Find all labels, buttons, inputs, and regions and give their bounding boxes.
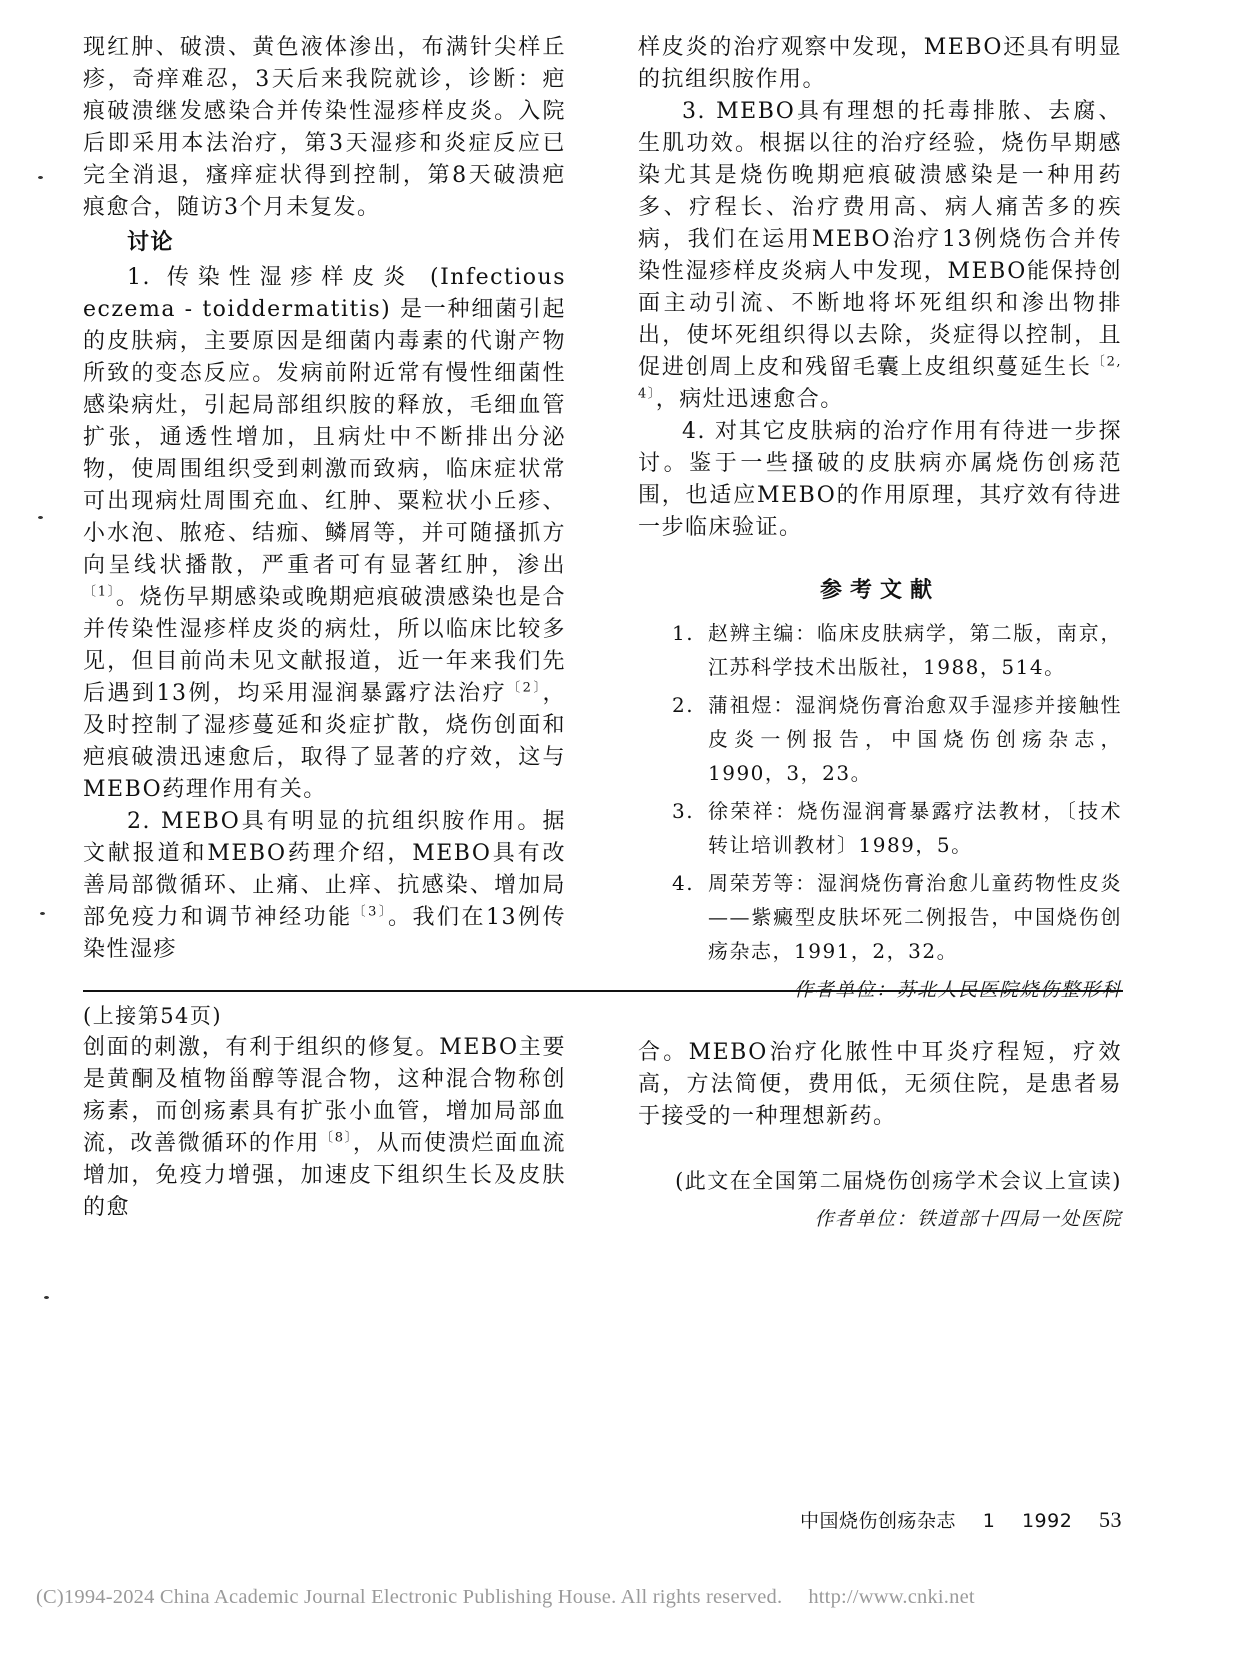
scan-speck [40,912,45,915]
journal-name: 中国烧伤创疡杂志 [800,1510,957,1532]
copyright-line [36,1586,975,1609]
reference-text: 周荣芳等：湿润烧伤膏治愈儿童药物性皮炎——紫癜型皮肤坏死二例报告，中国烧伤创疡杂志，1991，2，32。 [708,871,1122,963]
left-column [83,32,566,966]
right-column [638,32,1122,1006]
continued-from-note: (上接第54页) [83,1004,223,1028]
discussion-point-4: 4. 对其它皮肤病的治疗作用有待进一步探讨。鉴于一些搔破的皮肤病亦属烧伤创疡范围，也适应MEBO的作用原理，其疗效有待进一步临床验证。 [638,419,1122,540]
page-number: 53 [1098,1507,1122,1532]
reference-item [638,616,1122,684]
reference-item [638,866,1122,968]
reference-item [638,794,1122,862]
author-affiliation: 作者单位：苏北人民医院烧伤整形科 [793,979,1122,1001]
citation-2: 〔2〕 [507,680,543,696]
reference-number: 4. [672,871,695,895]
copyright-url: http://www.cnki.net [808,1586,975,1608]
reference-text: 蒲祖煜：湿润烧伤膏治愈双手湿疹并接触性皮炎一例报告，中国烧伤创疡杂志，1990，3，23。 [708,693,1122,785]
point-1-text-a: 1. 传染性湿疹样皮炎 (Infectious eczema - toiddermatitis) 是一种细菌引起的皮肤病，主要原因是细菌内毒素的代谢产物所致的变态反应。发病前附近常有慢性细菌性感染病灶，引起局部组织胺的释放，毛细血管扩张，通透性增加，且病灶中不断排出分泌物，使周围组织受到刺激而致病，临床症状常可出现病灶周围充血、红肿、粟粒状小丘疹、小水泡、脓疮、结痂、鳞屑等，并可随搔抓方向呈线状播散，严重者可有显著红肿，渗出 [83,265,566,578]
continued-article-left [83,1000,566,1224]
reference-number: 3. [672,799,695,823]
point-3-text-b: ，病灶迅速愈合。 [655,387,844,412]
discussion-point-1 [83,262,566,806]
scan-speck [44,1296,49,1299]
point-1-text-c: ，及时控制了湿疹蔓延和炎症扩散，烧伤创面和疤痕破溃迅速愈后，取得了显著的疗效，这与MEBO药理作用有关。 [83,681,566,802]
issue-number: 1 [982,1510,996,1532]
continued-paragraph [83,1032,566,1224]
reference-item [638,688,1122,790]
intro-paragraph: 现红肿、破溃、黄色液体渗出，布满针尖样丘疹，奇痒难忍，3天后来我院就诊，诊断：疤痕破溃继发感染合并传染性湿疹样皮炎。入院后即采用本法治疗，第3天湿疹和炎症反应已完全消退，瘙痒症状得到控制，第8天破溃疤痕愈合，随访3个月未复发。 [83,35,566,220]
citation-8: 〔8〕 [320,1130,353,1146]
continued-text-a: 创面的刺激，有利于组织的修复。MEBO主要是黄酮及植物甾醇等混合物，这种混合物称创疡素，而创疡素具有扩张小血管，增加局部血流，改善微循环的作用 [83,1035,566,1156]
author-affiliation-2: 作者单位：铁道部十四局一处医院 [814,1208,1122,1230]
references-title: 参考文献 [819,577,940,603]
point-2-continuation: 样皮炎的治疗观察中发现，MEBO还具有明显的抗组织胺作用。 [638,35,1122,92]
scan-speck [38,176,43,179]
copyright-text: (C)1994-2024 China Academic Journal Electronic Publishing House. All rights reserved. [36,1586,783,1608]
point-2-text-b: 。我们在13例传染性湿疹 [83,905,566,962]
year: 1992 [1021,1510,1073,1532]
scan-speck [38,516,43,519]
reference-number: 1. [672,621,695,645]
citation-1: 〔1〕 [83,584,116,600]
continued-article-right [638,1037,1122,1235]
citation-2-4: 〔2, 4〕 [638,354,1122,402]
conference-note: (此文在全国第二届烧伤创疡学术会议上宣读) [675,1169,1122,1193]
references-list [638,616,1122,968]
reference-text: 赵辨主编：临床皮肤病学，第二版，南京，江苏科学技术出版社，1988，514。 [708,621,1122,679]
point-1-text-b: 。烧伤早期感染或晚期疤痕破溃感染也是合并传染性湿疹样皮炎的病灶，所以临床比较多见，但目前尚未见文献报道，近一年来我们先后遇到13例，均采用湿润暴露疗法治疗 [83,585,566,706]
reference-number: 2. [672,693,695,717]
discussion-point-2 [83,806,566,966]
discussion-heading: 讨论 [127,229,175,255]
point-2-text-a: 2. MEBO具有明显的抗组织胺作用。据文献报道和MEBO药理介绍，MEBO具有改善局部微循环、止痛、止痒、抗感染、增加局部免疫力和调节神经功能 [83,809,566,930]
conclusion-paragraph: 合。MEBO治疗化脓性中耳炎疗程短，疗效高，方法简便，费用低，无须住院，是患者易于接受的一种理想新药。 [638,1040,1122,1129]
reference-text: 徐荣祥：烧伤湿润膏暴露疗法教材，〔技术转让培训教材〕1989，5。 [708,799,1122,857]
page-footer [800,1506,1122,1533]
section-divider [83,990,1123,992]
point-3-text-a: 3. MEBO具有理想的托毒排脓、去腐、生肌功效。根据以往的治疗经验，烧伤早期感染尤其是烧伤晚期疤痕破溃感染是一种用药多、疗程长、治疗费用高、病人痛苦多的疾病，我们在运用MEBO治疗13例烧伤合并传染性湿疹样皮炎病人中发现，MEBO能保持创面主动引流、不断地将坏死组织和渗出物排出，使坏死组织得以去除，炎症得以控制，且促进创周上皮和残留毛囊上皮组织蔓延生长 [638,99,1122,380]
discussion-point-3 [638,96,1122,416]
citation-3: 〔3〕 [352,904,388,920]
continued-text-b: ，从而使溃烂面血流增加，免疫力增强，加速皮下组织生长及皮肤的愈 [83,1131,566,1220]
